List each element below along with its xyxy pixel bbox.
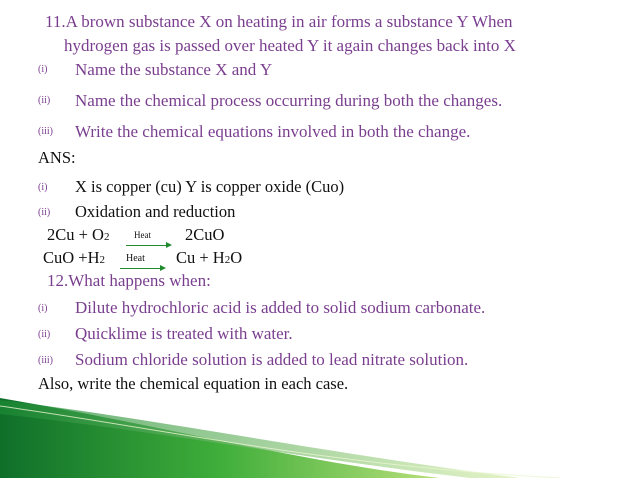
ans-item-1-text: X is copper (cu) Y is copper oxide (Cuo)	[75, 177, 345, 196]
q12-item-2-num: (ii)	[38, 329, 51, 340]
q11-item-1-text: Name the substance X and Y	[75, 60, 273, 79]
q11-item-2-num: (ii)	[38, 95, 51, 106]
ans-item-2-num: (ii)	[38, 207, 51, 218]
ans-label: ANS:	[38, 148, 76, 167]
q12-item-3-text: Sodium chloride solution is added to lead nitrate solution.	[75, 350, 469, 369]
q12-item-1-num: (i)	[38, 303, 48, 314]
eq1-left: 2Cu + O2	[47, 225, 110, 244]
eq1-right: 2CuO	[185, 225, 225, 244]
q12-item-1-text: Dilute hydrochloric acid is added to solid sodium carbonate.	[75, 298, 486, 317]
ans-item-1-num: (i)	[38, 182, 48, 193]
q12-title: 12.What happens when:	[47, 271, 211, 290]
q12-footer: Also, write the chemical equation in each case.	[38, 374, 349, 393]
q11-item-3-num: (iii)	[38, 126, 53, 137]
eq2-right: Cu + H2O	[176, 248, 243, 267]
q12-item-2-text: Quicklime is treated with water.	[75, 324, 293, 343]
q11-item-1-num: (i)	[38, 64, 48, 75]
q11-item-3-text: Write the chemical equations involved in both the change.	[75, 122, 471, 141]
q11-line1: 11.A brown substance X on heating in air forms a substance Y When	[45, 12, 513, 31]
q11-line2: hydrogen gas is passed over heated Y it again changes back into X	[64, 36, 516, 55]
q11-item-2-text: Name the chemical process occurring during both the changes.	[75, 91, 503, 110]
eq2-heat-label: Heat	[126, 253, 145, 264]
ans-item-2-text: Oxidation and reduction	[75, 202, 236, 221]
q12-item-3-num: (iii)	[38, 355, 53, 366]
eq2-left: CuO +H2	[43, 248, 106, 267]
eq1-heat-label: Heat	[134, 230, 151, 240]
